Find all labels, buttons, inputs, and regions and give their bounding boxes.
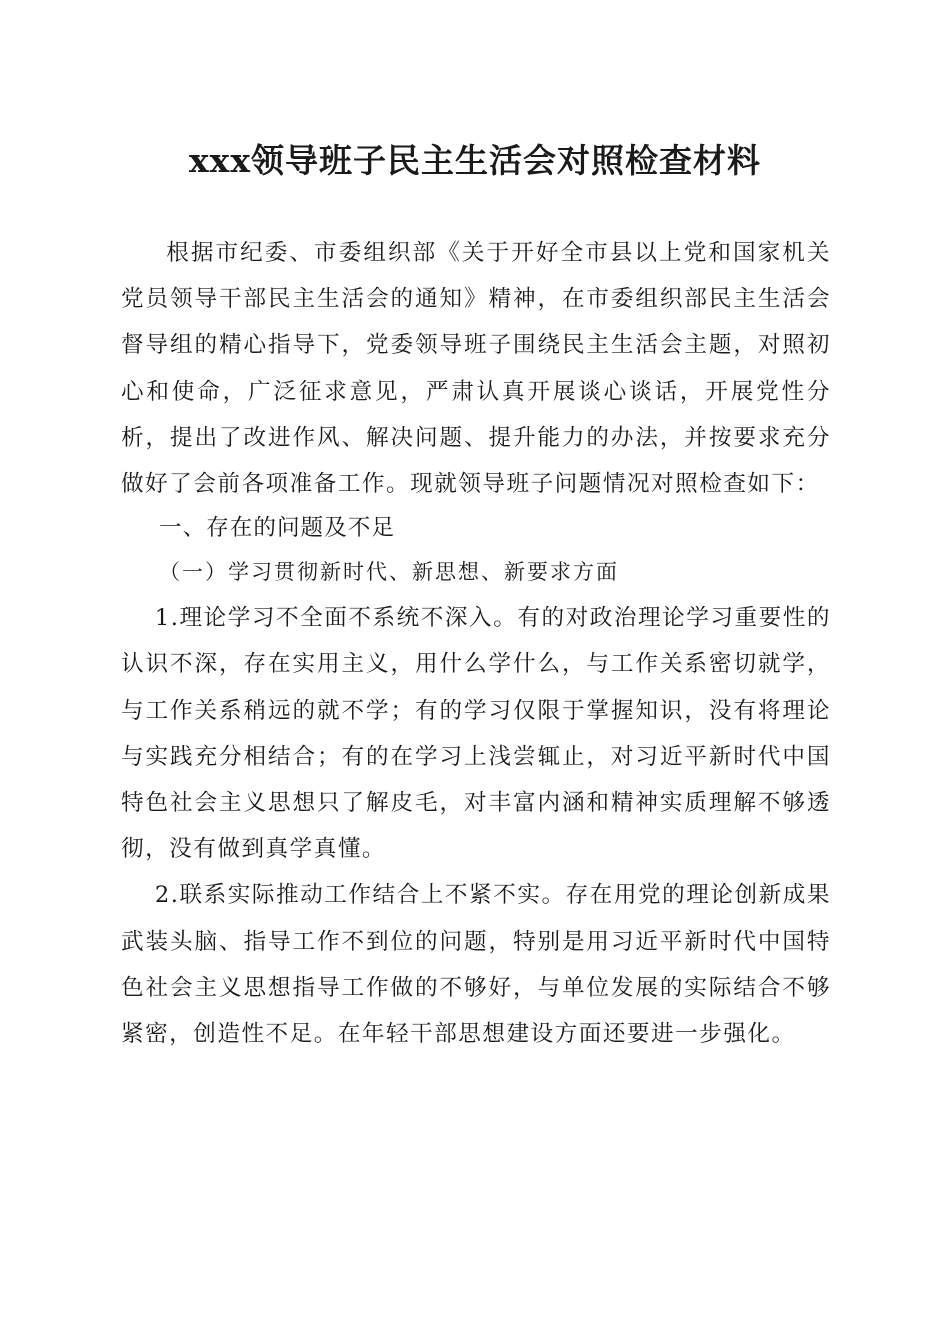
document-body [121, 230, 831, 1057]
intro-paragraph: 根据市纪委、市委组织部《关于开好全市县以上党和国家机关党员领导干部民主生活会的通知》精神，在市委组织部民主生活会督导组的精心指导下，党委领导班子围绕民主生活会主题，对照初心和使命，广泛征求意见，严肃认真开展谈心谈话，开展党性分析，提出了改进作风、解决问题、提升能力的办法，并按要求充分做好了会前各项准备工作。现就领导班子问题情况对照检查如下： [121, 240, 831, 498]
item-paragraph-2: 2.联系实际推动工作结合上不紧不实。存在用党的理论创新成果武装头脑、指导工作不到位的问题，特别是用习近平新时代中国特色社会主义思想指导工作做的不够好，与单位发展的实际结合不够紧密，创造性不足。在年轻干部思想建设方面还要进一步强化。 [121, 882, 831, 1048]
item-paragraph-1: 1.理论学习不全面不系统不深入。有的对政治理论学习重要性的认识不深，存在实用主义，用什么学什么，与工作关系密切就学，与工作关系稍远的就不学；有的学习仅限于掌握知识，没有将理论与实践充分相结合；有的在学习上浅尝辄止，对习近平新时代中国特色社会主义思想只了解皮毛，对丰富内涵和精神实质理解不够透彻，没有做到真学真懂。 [121, 605, 831, 863]
document-title: xxx领导班子民主生活会对照检查材料 [188, 141, 762, 180]
subsection-heading-study: （一）学习贯彻新时代、新思想、新要求方面 [159, 560, 619, 585]
section-heading-problems: 一、存在的问题及不足 [159, 515, 395, 542]
